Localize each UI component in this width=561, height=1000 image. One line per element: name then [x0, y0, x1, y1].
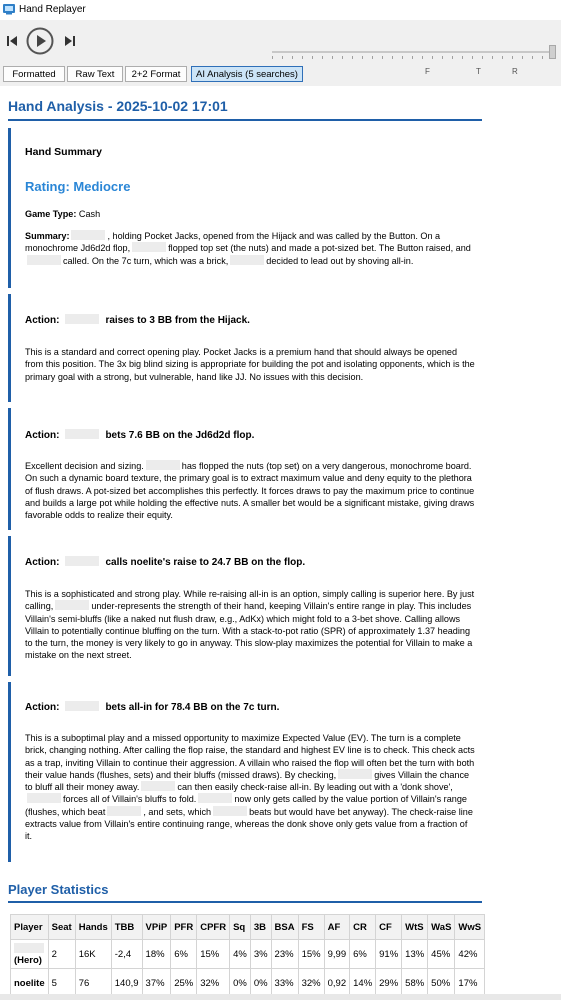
col-header: CR — [350, 915, 376, 940]
col-header: PFR — [171, 915, 197, 940]
timeline-tick — [372, 56, 373, 59]
action-card — [8, 294, 482, 402]
timeline-tick — [282, 56, 283, 59]
redacted-name — [65, 701, 99, 711]
table-cell: 18% — [142, 940, 171, 969]
action-heading — [25, 314, 250, 326]
table-cell: 25% — [171, 969, 197, 998]
table-cell: 23% — [271, 940, 298, 969]
player-stats-table — [10, 914, 485, 998]
timeline-tick — [272, 56, 273, 59]
action-description: bets 7.6 BB on the Jd6d2d flop. — [105, 430, 255, 441]
table-cell: 32% — [197, 969, 230, 998]
analysis-content — [0, 86, 561, 1000]
timeline-tick — [322, 56, 323, 59]
col-header: CF — [376, 915, 402, 940]
redacted-name — [146, 460, 180, 470]
timeline-tick — [342, 56, 343, 59]
timeline-tick — [312, 56, 313, 59]
action-description: calls noelite's raise to 24.7 BB on the flop. — [105, 557, 306, 568]
river-marker: R — [512, 67, 518, 76]
summary-text — [25, 230, 475, 267]
summary-part: flopped top set (the nuts) and made a pot-sized bet. The Button raised, and — [168, 243, 471, 254]
col-header: VPiP — [142, 915, 171, 940]
table-cell: 32% — [298, 969, 324, 998]
timeline-tick — [522, 56, 523, 59]
redacted-name — [27, 255, 61, 265]
redacted-name — [55, 600, 89, 610]
summary-label: Summary: — [25, 231, 70, 241]
redacted-name — [132, 242, 166, 252]
timeline-tick — [412, 56, 413, 59]
col-header: WaS — [428, 915, 455, 940]
game-type-value: Cash — [78, 209, 101, 219]
col-header: 3B — [250, 915, 271, 940]
player-name: (Hero) — [14, 954, 42, 966]
page-title: Hand Analysis - 2025-10-02 17:01 — [8, 98, 228, 114]
table-cell: 6% — [171, 940, 197, 969]
analysis-part: can then easily check-raise all-in. By leading out with a 'donk shove', — [177, 782, 453, 793]
table-cell: 76 — [75, 969, 111, 998]
title-bar — [0, 0, 561, 20]
skip-back-icon[interactable] — [6, 35, 18, 47]
summary-card — [8, 128, 482, 288]
timeline-tick — [472, 56, 473, 59]
timeline-tick — [502, 56, 503, 59]
action-label: Action: — [25, 702, 60, 713]
action-label: Action: — [25, 315, 60, 326]
timeline-tick — [512, 56, 513, 59]
analysis-part: Excellent decision and sizing. — [25, 461, 144, 471]
action-heading — [25, 701, 279, 713]
analysis-part: This is a sophisticated and strong play. While re-raising all-in is an option, simply calling is superior here. By just calling, — [25, 589, 475, 612]
col-header: TBB — [111, 915, 142, 940]
app-icon — [3, 3, 15, 15]
window-title: Hand Replayer — [19, 4, 86, 15]
table-cell: 4% — [230, 940, 251, 969]
redacted-name — [141, 781, 175, 791]
action-description: raises to 3 BB from the Hijack. — [105, 315, 250, 326]
col-header: CPFR — [197, 915, 230, 940]
flop-marker: F — [425, 67, 430, 76]
col-header: WwS — [455, 915, 485, 940]
summary-part: , holding Pocket Jacks, opened from the Hijack and was called by the Button. On a monochrome Jd6d2d flop, — [25, 231, 441, 254]
player-cell — [11, 940, 49, 969]
col-header: Seat — [48, 915, 75, 940]
timeline-tick — [362, 56, 363, 59]
table-cell: 45% — [428, 940, 455, 969]
timeline-tick — [402, 56, 403, 59]
table-cell: 0% — [250, 969, 271, 998]
analysis-part: has flopped the nuts (top set) on a very dangerous, monochrome board. On such a dynamic board texture, the primary goal is to extract maximum value and deny equity to the plethora of flush draws. A pot-sized bet accomplishes this perfectly. It forces draws to pay the maximum price to continue and builds a large pot while holding the effective nuts. A smaller bet would be a significant mistake, giving draws favorable odds to realize their equity. — [25, 461, 475, 521]
timeline-tick — [482, 56, 483, 59]
timeline-tick — [432, 56, 433, 59]
action-analysis: This is a standard and correct opening play. Pocket Jacks is a premium hand that should always be opened from this position. The 3x big blind sizing is appropriate for building the pot and isolating opponents, which is the primary goal with a strong, but vulnerable, hand like JJ. No issues with this decision. — [25, 347, 475, 382]
analysis-part: forces all of Villain's bluffs to fold. — [63, 794, 197, 805]
table-cell: 0% — [230, 969, 251, 998]
timeline-tick — [382, 56, 383, 59]
action-heading — [25, 556, 305, 568]
view-tabs — [0, 64, 561, 84]
redacted-name — [65, 429, 99, 439]
timeline-tick — [352, 56, 353, 59]
redacted-name — [65, 556, 99, 566]
timeline-tick — [442, 56, 443, 59]
game-type-label: Game Type: — [25, 209, 77, 219]
action-label: Action: — [25, 430, 60, 441]
table-cell: 140,9 — [111, 969, 142, 998]
col-header: Hands — [75, 915, 111, 940]
action-analysis — [25, 460, 475, 521]
analysis-part: , and sets, which — [143, 806, 212, 817]
table-cell: 5 — [48, 969, 75, 998]
action-card — [8, 536, 482, 676]
timeline-tick — [392, 56, 393, 59]
redacted-name — [338, 769, 372, 779]
summary-part: decided to lead out by shoving all-in. — [266, 255, 414, 266]
redacted-name — [107, 806, 141, 816]
col-header: WtS — [402, 915, 428, 940]
table-cell: 33% — [271, 969, 298, 998]
timeline-slider[interactable] — [272, 51, 554, 53]
redacted-name — [198, 793, 232, 803]
table-cell: 13% — [402, 940, 428, 969]
title-divider — [8, 119, 482, 121]
rating-label: Rating: Mediocre — [25, 179, 131, 194]
player-cell: noelite — [11, 969, 49, 998]
table-cell: 0,92 — [324, 969, 350, 998]
redacted-name — [65, 314, 99, 324]
play-icon[interactable] — [26, 27, 54, 55]
summary-part: called. On the 7c turn, which was a brick, — [63, 255, 229, 266]
col-header: BSA — [271, 915, 298, 940]
redacted-name — [230, 255, 264, 265]
timeline-ticks — [272, 56, 554, 60]
table-cell: 15% — [197, 940, 230, 969]
analysis-part: under-represents the strength of their hand, keeping Villain's entire range in play. This includes Villain's semi-bluffs (like a naked nut flush draw, e.g., AdKx) which might fold to a 3-bet shove. Calling allows Villain to potentially continue bluffing on the turn. With a stack-to-pot ratio (SPR) of approximately 1.37 heading to the turn, the money is very likely to go in anyway. This slow-play maximizes the potential for Villain to make a mistake on the next street. — [25, 601, 473, 661]
timeline-tick — [462, 56, 463, 59]
tab-2plus2-format[interactable]: 2+2 Format — [125, 66, 187, 82]
skip-forward-icon[interactable] — [64, 35, 76, 47]
redacted-name — [14, 943, 44, 953]
analysis-part: now only gets called by the value portion of Villain's range (flushes, which beat — [25, 794, 467, 817]
redacted-name — [213, 806, 247, 816]
analysis-part: gives Villain the chance to bluff all their money away. — [25, 769, 470, 793]
table-cell: 42% — [455, 940, 485, 969]
table-cell: 9,99 — [324, 940, 350, 969]
game-type — [25, 208, 475, 220]
tab-raw-text[interactable]: Raw Text — [67, 66, 123, 82]
table-cell: 37% — [142, 969, 171, 998]
table-cell: 17% — [455, 969, 485, 998]
redacted-name — [27, 793, 61, 803]
turn-marker: T — [476, 67, 481, 76]
player-stats-title: Player Statistics — [8, 882, 109, 897]
action-heading — [25, 429, 254, 441]
table-cell: 6% — [350, 940, 376, 969]
redacted-name — [71, 230, 105, 240]
table-cell: 91% — [376, 940, 402, 969]
summary-heading: Hand Summary — [25, 146, 103, 158]
timeline-tick — [542, 56, 543, 59]
timeline-tick — [452, 56, 453, 59]
action-analysis — [25, 588, 475, 662]
table-cell: 14% — [350, 969, 376, 998]
timeline-tick — [422, 56, 423, 59]
table-cell: -2,4 — [111, 940, 142, 969]
action-card — [8, 682, 482, 862]
table-cell: 58% — [402, 969, 428, 998]
action-description: bets all-in for 78.4 BB on the 7c turn. — [105, 702, 280, 713]
table-cell: 15% — [298, 940, 324, 969]
timeline-tick — [292, 56, 293, 59]
table-cell: 3% — [250, 940, 271, 969]
table-row — [11, 940, 485, 969]
tab-formatted[interactable]: Formatted — [3, 66, 65, 82]
timeline-tick — [332, 56, 333, 59]
table-header-row — [11, 915, 485, 940]
timeline-tick — [302, 56, 303, 59]
analysis-part: This is a suboptimal play and a missed opportunity to maximize Expected Value (EV). The turn is a complete brick, changing nothing. After calling the flop raise, the standard and highest EV line is to check. This check acts as a trap, inviting Villain to continue their aggression. A villain who raised the flop will often bet the turn with both their value hands (flushes, sets) and their bluffs (missed draws). By checking, — [25, 733, 475, 780]
col-header: Sq — [230, 915, 251, 940]
analysis-part: beats but would have bet anyway). The check-raise line extracts value from Villain's entire continuing range, whereas the donk shove only gets value from a fraction of it. — [25, 806, 473, 842]
timeline-tick — [532, 56, 533, 59]
timeline-tick — [492, 56, 493, 59]
horizontal-scrollbar[interactable] — [0, 994, 561, 1000]
action-label: Action: — [25, 557, 60, 568]
action-card — [8, 408, 482, 530]
player-stats-divider — [8, 901, 482, 903]
table-cell: 16K — [75, 940, 111, 969]
table-cell: 29% — [376, 969, 402, 998]
action-analysis — [25, 732, 475, 843]
table-cell: 50% — [428, 969, 455, 998]
col-header: Player — [11, 915, 49, 940]
col-header: AF — [324, 915, 350, 940]
col-header: FS — [298, 915, 324, 940]
table-cell: 2 — [48, 940, 75, 969]
tab-ai-analysis[interactable]: AI Analysis (5 searches) — [191, 66, 303, 82]
